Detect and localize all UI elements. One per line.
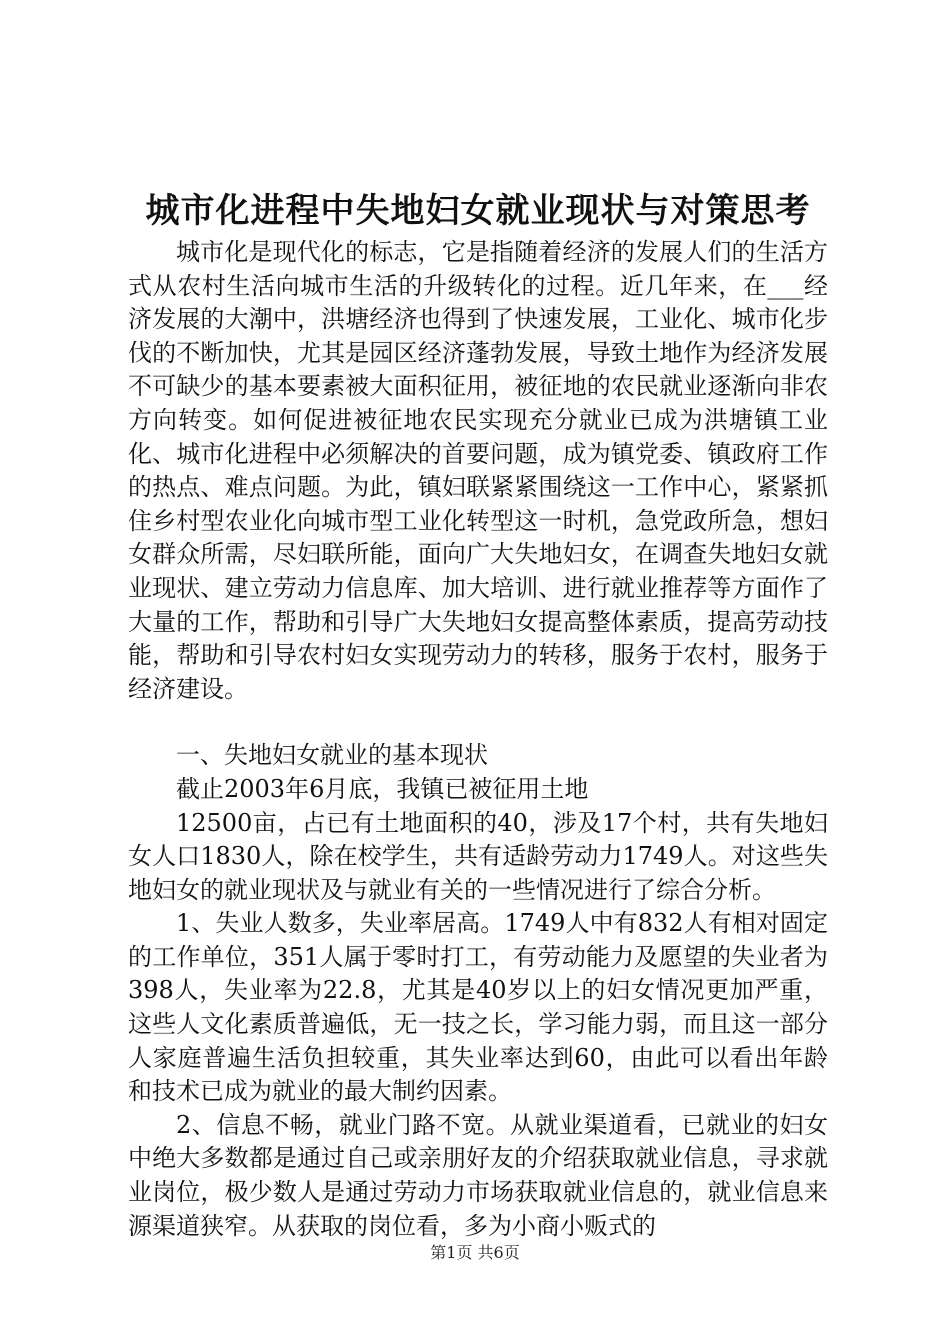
document-body	[128, 236, 828, 1243]
intro-paragraph: 城市化是现代化的标志，它是指随着经济的发展人们的生活方式从农村生活向城市生活的升级转化的过程。近几年来，在___经济发展的大潮中，洪塘经济也得到了快速发展，工业化、城市化步伐的不断加快，尤其是园区经济蓬勃发展，导致土地作为经济发展不可缺少的基本要素被大面积征用，被征地的农民就业逐渐向非农方向转变。如何促进被征地农民实现充分就业已成为洪塘镇工业化、城市化进程中必须解决的首要问题，成为镇党委、镇政府工作的热点、难点问题。为此，镇妇联紧紧围绕这一工作中心，紧紧抓住乡村型农业化向城市型工业化转型这一时机，急党政所急，想妇女群众所需，尽妇联所能，面向广大失地妇女，在调查失地妇女就业现状、建立劳动力信息库、加大培训、进行就业推荐等方面作了大量的工作，帮助和引导广大失地妇女提高整体素质，提高劳动技能，帮助和引导农村妇女实现劳动力的转移，服务于农村，服务于经济建设。	[128, 238, 828, 703]
body-paragraph: 1、失业人数多，失业率居高。1749人中有832人有相对固定的工作单位，351人属于零时打工，有劳动能力及愿望的失业者为398人，失业率为22.8，尤其是40岁以上的妇女情况更加严重，这些人文化素质普遍低，无一技之长，学习能力弱，而且这一部分人家庭普遍生活负担较重，其失业率达到60，由此可以看出年龄和技术已成为就业的最大制约因素。	[128, 909, 828, 1106]
document-page	[128, 0, 828, 1344]
page-number-footer: 第1页 共6页	[430, 1243, 520, 1262]
body-paragraph: 截止2003年6月底，我镇已被征用土地	[176, 774, 589, 803]
document-title: 城市化进程中失地妇女就业现状与对策思考	[145, 191, 811, 231]
section-heading: 一、失地妇女就业的基本现状	[176, 741, 488, 770]
body-paragraph: 2、信息不畅，就业门路不宽。从就业渠道看，已就业的妇女中绝大多数都是通过自己或亲朋好友的介绍获取就业信息，寻求就业岗位，极少数人是通过劳动力市场获取就业信息的，就业信息来源渠道狭窄。从获取的岗位看，多为小商小贩式的	[128, 1110, 828, 1240]
body-paragraph: 12500亩，占已有土地面积的40，涉及17个村，共有失地妇女人口1830人，除在校学生，共有适龄劳动力1749人。对这些失地妇女的就业现状及与就业有关的一些情况进行了综合分析。	[128, 808, 828, 904]
